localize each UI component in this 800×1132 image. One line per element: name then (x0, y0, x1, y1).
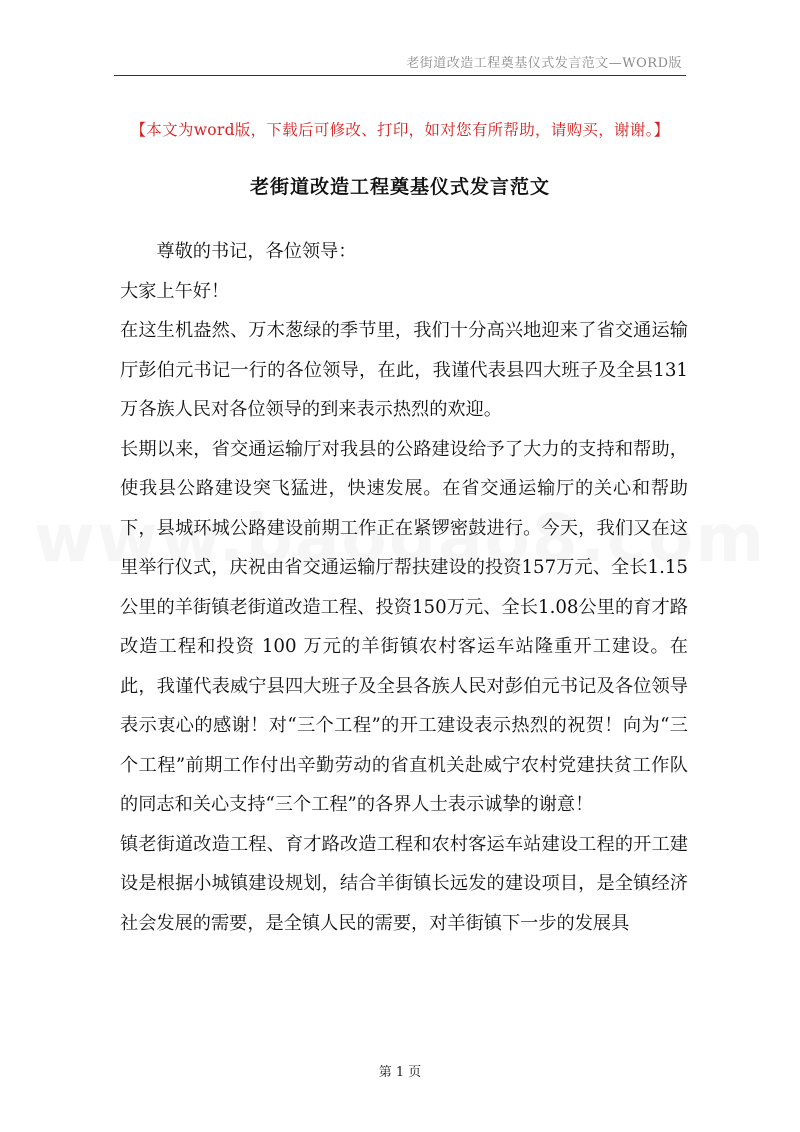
page-number: 第 1 页 (378, 1065, 422, 1080)
document-body (120, 232, 688, 943)
salutation: 尊敬的书记，各位领导： (156, 241, 357, 262)
header-divider (114, 75, 686, 76)
running-header: 老街道改造工程奠基仪式发言范文—WORD版 (406, 56, 682, 71)
paragraph: 镇老街道改造工程、育才路改造工程和农村客运车站建设工程的开工建设是根据小城镇建设规划，结合羊街镇长远发的建设项目，是全镇经济社会发展的需要，是全镇人民的需要，对羊街镇下一步的发展具 (120, 833, 688, 934)
document-title: 老街道改造工程奠基仪式发言范文 (249, 176, 550, 198)
paragraph: 在这生机盎然、万木葱绿的季节里，我们十分高兴地迎来了省交通运输厅彭伯元书记一行的各位领导，在此，我谨代表县四大班子及全县131万各族人民对各位领导的到来表示热烈的欢迎。 (120, 320, 688, 420)
paragraph: 长期以来，省交通运输厅对我县的公路建设给予了大力的支持和帮助，使我县公路建设突飞猛进，快速发展。在省交通运输厅的关心和帮助下，县城环城公路建设前期工作正在紧锣密鼓进行。今天，我们又在这里举行仪式，庆祝由省交通运输厅帮扶建设的投资157万元、全长1.15公里的羊街镇老街道改造工程、投资150万元、全长1.08公里的育才路改造工程和投资 100 万元的羊街镇农村客运车站隆重开工建设。在此，我谨代表威宁县四大班子及全县各族人民对彭伯元书记及各位领导表示衷心的感谢！对“三个工程”的开工建设表示热烈的祝贺！向为“三个工程”前期工作付出辛勤劳动的省直机关赴威宁农村党建扶贫工作队的同志和关心支持“三个工程”的各界人士表示诚挚的谢意！ (120, 438, 688, 815)
greeting: 大家上午好！ (120, 280, 230, 302)
download-notice: 【本文为word版，下载后可修改、打印，如对您有所帮助，请购买，谢谢。】 (130, 121, 670, 139)
